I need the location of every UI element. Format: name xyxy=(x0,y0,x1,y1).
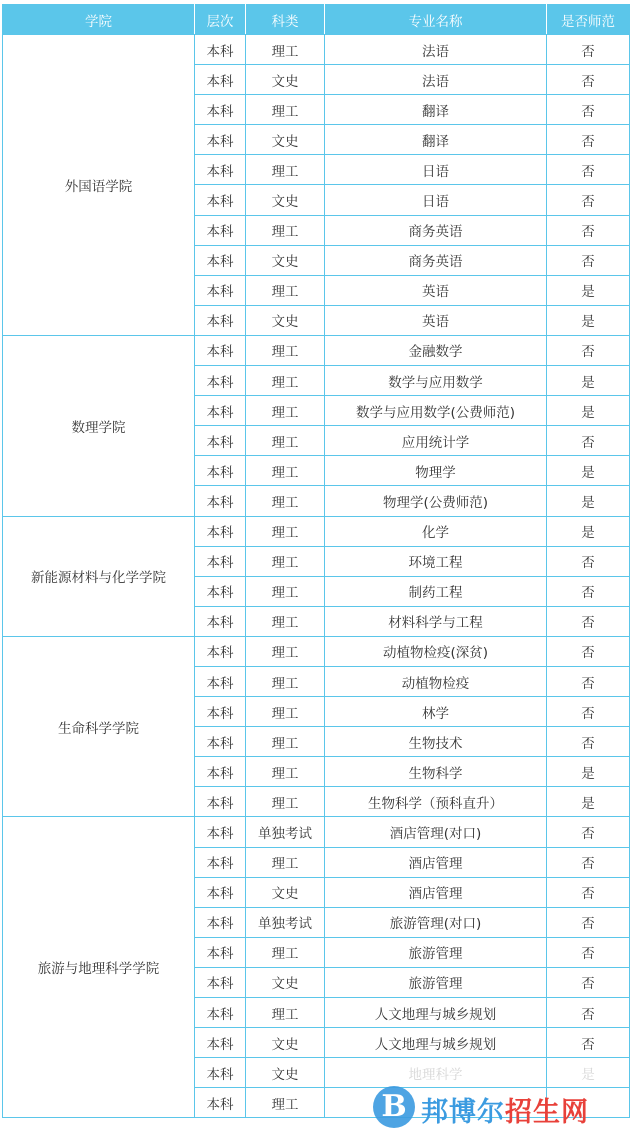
category-cell: 文史 xyxy=(246,125,325,155)
normal-cell: 否 xyxy=(547,245,630,275)
level-cell: 本科 xyxy=(195,185,246,215)
level-cell: 本科 xyxy=(195,65,246,95)
category-cell: 理工 xyxy=(246,636,325,666)
category-cell: 单独考试 xyxy=(246,817,325,847)
major-cell: 旅游管理 xyxy=(325,967,547,997)
major-cell: 商务英语 xyxy=(325,215,547,245)
level-cell: 本科 xyxy=(195,697,246,727)
normal-cell: 是 xyxy=(547,516,630,546)
category-cell: 文史 xyxy=(246,967,325,997)
normal-cell: 否 xyxy=(547,155,630,185)
level-cell: 本科 xyxy=(195,937,246,967)
major-cell: 法语 xyxy=(325,65,547,95)
normal-cell: 否 xyxy=(547,636,630,666)
normal-cell: 是 xyxy=(547,757,630,787)
level-cell: 本科 xyxy=(195,967,246,997)
major-cell: 人文地理与城乡规划 xyxy=(325,1028,547,1058)
normal-cell: 否 xyxy=(547,817,630,847)
level-cell: 本科 xyxy=(195,426,246,456)
normal-cell: 否 xyxy=(547,95,630,125)
normal-cell: 否 xyxy=(547,335,630,365)
level-cell: 本科 xyxy=(195,576,246,606)
normal-cell: 是 xyxy=(547,1058,630,1088)
category-cell: 理工 xyxy=(246,697,325,727)
major-cell: 法语 xyxy=(325,35,547,65)
normal-cell: 否 xyxy=(547,576,630,606)
major-cell: 动植物检疫(深贫) xyxy=(325,636,547,666)
category-cell: 理工 xyxy=(246,335,325,365)
normal-cell: 否 xyxy=(547,426,630,456)
level-cell: 本科 xyxy=(195,456,246,486)
normal-cell: 否 xyxy=(547,967,630,997)
college-cell: 旅游与地理科学学院 xyxy=(3,817,195,1118)
category-cell: 理工 xyxy=(246,546,325,576)
normal-cell: 否 xyxy=(547,727,630,757)
category-cell: 理工 xyxy=(246,576,325,606)
level-cell: 本科 xyxy=(195,817,246,847)
category-cell: 理工 xyxy=(246,215,325,245)
major-cell: 金融数学 xyxy=(325,335,547,365)
normal-cell: 否 xyxy=(547,697,630,727)
level-cell: 本科 xyxy=(195,1058,246,1088)
major-cell: 日语 xyxy=(325,155,547,185)
level-cell: 本科 xyxy=(195,95,246,125)
major-cell: 动植物检疫 xyxy=(325,666,547,696)
major-cell: 材料科学与工程 xyxy=(325,606,547,636)
header-normal: 是否师范 xyxy=(547,5,630,35)
normal-cell: 是 xyxy=(547,396,630,426)
college-cell: 数理学院 xyxy=(3,335,195,516)
category-cell: 理工 xyxy=(246,486,325,516)
normal-cell: 否 xyxy=(547,546,630,576)
level-cell: 本科 xyxy=(195,125,246,155)
major-cell: 化学 xyxy=(325,516,547,546)
category-cell: 理工 xyxy=(246,937,325,967)
normal-cell: 否 xyxy=(547,1028,630,1058)
level-cell: 本科 xyxy=(195,546,246,576)
table-row xyxy=(3,516,630,546)
category-cell: 理工 xyxy=(246,456,325,486)
normal-cell: 是 xyxy=(547,305,630,335)
major-cell: 英语 xyxy=(325,275,547,305)
normal-cell: 否 xyxy=(547,215,630,245)
category-cell: 理工 xyxy=(246,666,325,696)
normal-cell: 是 xyxy=(547,787,630,817)
category-cell: 理工 xyxy=(246,516,325,546)
major-cell: 数学与应用数学(公费师范) xyxy=(325,396,547,426)
table-header-row xyxy=(3,5,630,35)
watermark-b-icon: B xyxy=(373,1086,415,1128)
major-cell: 旅游管理 xyxy=(325,937,547,967)
level-cell: 本科 xyxy=(195,1088,246,1118)
level-cell: 本科 xyxy=(195,35,246,65)
major-cell: 林学 xyxy=(325,697,547,727)
major-cell: 应用统计学 xyxy=(325,426,547,456)
table-row xyxy=(3,817,630,847)
college-cell: 生命科学学院 xyxy=(3,636,195,817)
level-cell: 本科 xyxy=(195,155,246,185)
category-cell: 理工 xyxy=(246,95,325,125)
major-cell: 数学与应用数学 xyxy=(325,366,547,396)
level-cell: 本科 xyxy=(195,366,246,396)
major-cell: 翻译 xyxy=(325,125,547,155)
category-cell: 理工 xyxy=(246,155,325,185)
college-cell: 外国语学院 xyxy=(3,35,195,336)
category-cell: 理工 xyxy=(246,606,325,636)
category-cell: 理工 xyxy=(246,847,325,877)
category-cell: 理工 xyxy=(246,787,325,817)
category-cell: 理工 xyxy=(246,366,325,396)
watermark-text: 邦博尔招生网 xyxy=(421,1097,589,1128)
major-cell: 英语 xyxy=(325,305,547,335)
category-cell: 文史 xyxy=(246,65,325,95)
major-cell: 环境工程 xyxy=(325,546,547,576)
category-cell: 理工 xyxy=(246,275,325,305)
category-cell: 理工 xyxy=(246,426,325,456)
normal-cell: 否 xyxy=(547,65,630,95)
level-cell: 本科 xyxy=(195,516,246,546)
level-cell: 本科 xyxy=(195,998,246,1028)
major-cell: 物理学(公费师范) xyxy=(325,486,547,516)
majors-table xyxy=(2,4,630,1118)
level-cell: 本科 xyxy=(195,636,246,666)
level-cell: 本科 xyxy=(195,757,246,787)
major-cell: 商务英语 xyxy=(325,245,547,275)
normal-cell: 是 xyxy=(547,275,630,305)
normal-cell: 否 xyxy=(547,185,630,215)
table-row xyxy=(3,636,630,666)
major-cell: 制药工程 xyxy=(325,576,547,606)
category-cell: 理工 xyxy=(246,35,325,65)
category-cell: 文史 xyxy=(246,245,325,275)
major-cell: 酒店管理 xyxy=(325,847,547,877)
normal-cell: 否 xyxy=(547,907,630,937)
category-cell: 文史 xyxy=(246,1028,325,1058)
level-cell: 本科 xyxy=(195,335,246,365)
level-cell: 本科 xyxy=(195,666,246,696)
level-cell: 本科 xyxy=(195,727,246,757)
category-cell: 文史 xyxy=(246,877,325,907)
major-cell: 人文地理与城乡规划 xyxy=(325,998,547,1028)
major-cell: 日语 xyxy=(325,185,547,215)
normal-cell: 是 xyxy=(547,486,630,516)
category-cell: 理工 xyxy=(246,1088,325,1118)
major-cell: 生物技术 xyxy=(325,727,547,757)
level-cell: 本科 xyxy=(195,396,246,426)
normal-cell: 否 xyxy=(547,877,630,907)
major-cell: 旅游管理(对口) xyxy=(325,907,547,937)
college-cell: 新能源材料与化学学院 xyxy=(3,516,195,636)
level-cell: 本科 xyxy=(195,847,246,877)
major-cell: 生物科学（预科直升） xyxy=(325,787,547,817)
header-college: 学院 xyxy=(3,5,195,35)
level-cell: 本科 xyxy=(195,486,246,516)
category-cell: 文史 xyxy=(246,1058,325,1088)
table-row xyxy=(3,335,630,365)
category-cell: 文史 xyxy=(246,185,325,215)
major-cell: 地理科学 xyxy=(325,1058,547,1088)
header-level: 层次 xyxy=(195,5,246,35)
header-major: 专业名称 xyxy=(325,5,547,35)
category-cell: 理工 xyxy=(246,998,325,1028)
major-cell: 生物科学 xyxy=(325,757,547,787)
level-cell: 本科 xyxy=(195,275,246,305)
table-row xyxy=(3,35,630,65)
normal-cell: 是 xyxy=(547,366,630,396)
major-cell: 酒店管理(对口) xyxy=(325,817,547,847)
major-cell: 翻译 xyxy=(325,95,547,125)
category-cell: 理工 xyxy=(246,727,325,757)
major-cell: 物理学 xyxy=(325,456,547,486)
level-cell: 本科 xyxy=(195,245,246,275)
category-cell: 理工 xyxy=(246,396,325,426)
normal-cell: 否 xyxy=(547,666,630,696)
header-category: 科类 xyxy=(246,5,325,35)
normal-cell: 是 xyxy=(547,456,630,486)
normal-cell: 否 xyxy=(547,998,630,1028)
normal-cell: 否 xyxy=(547,606,630,636)
watermark-logo xyxy=(373,1082,623,1132)
category-cell: 理工 xyxy=(246,757,325,787)
level-cell: 本科 xyxy=(195,305,246,335)
level-cell: 本科 xyxy=(195,215,246,245)
level-cell: 本科 xyxy=(195,1028,246,1058)
category-cell: 单独考试 xyxy=(246,907,325,937)
normal-cell: 否 xyxy=(547,937,630,967)
level-cell: 本科 xyxy=(195,877,246,907)
category-cell: 文史 xyxy=(246,305,325,335)
level-cell: 本科 xyxy=(195,606,246,636)
normal-cell: 否 xyxy=(547,125,630,155)
normal-cell: 否 xyxy=(547,847,630,877)
major-cell: 酒店管理 xyxy=(325,877,547,907)
normal-cell: 否 xyxy=(547,35,630,65)
level-cell: 本科 xyxy=(195,787,246,817)
level-cell: 本科 xyxy=(195,907,246,937)
